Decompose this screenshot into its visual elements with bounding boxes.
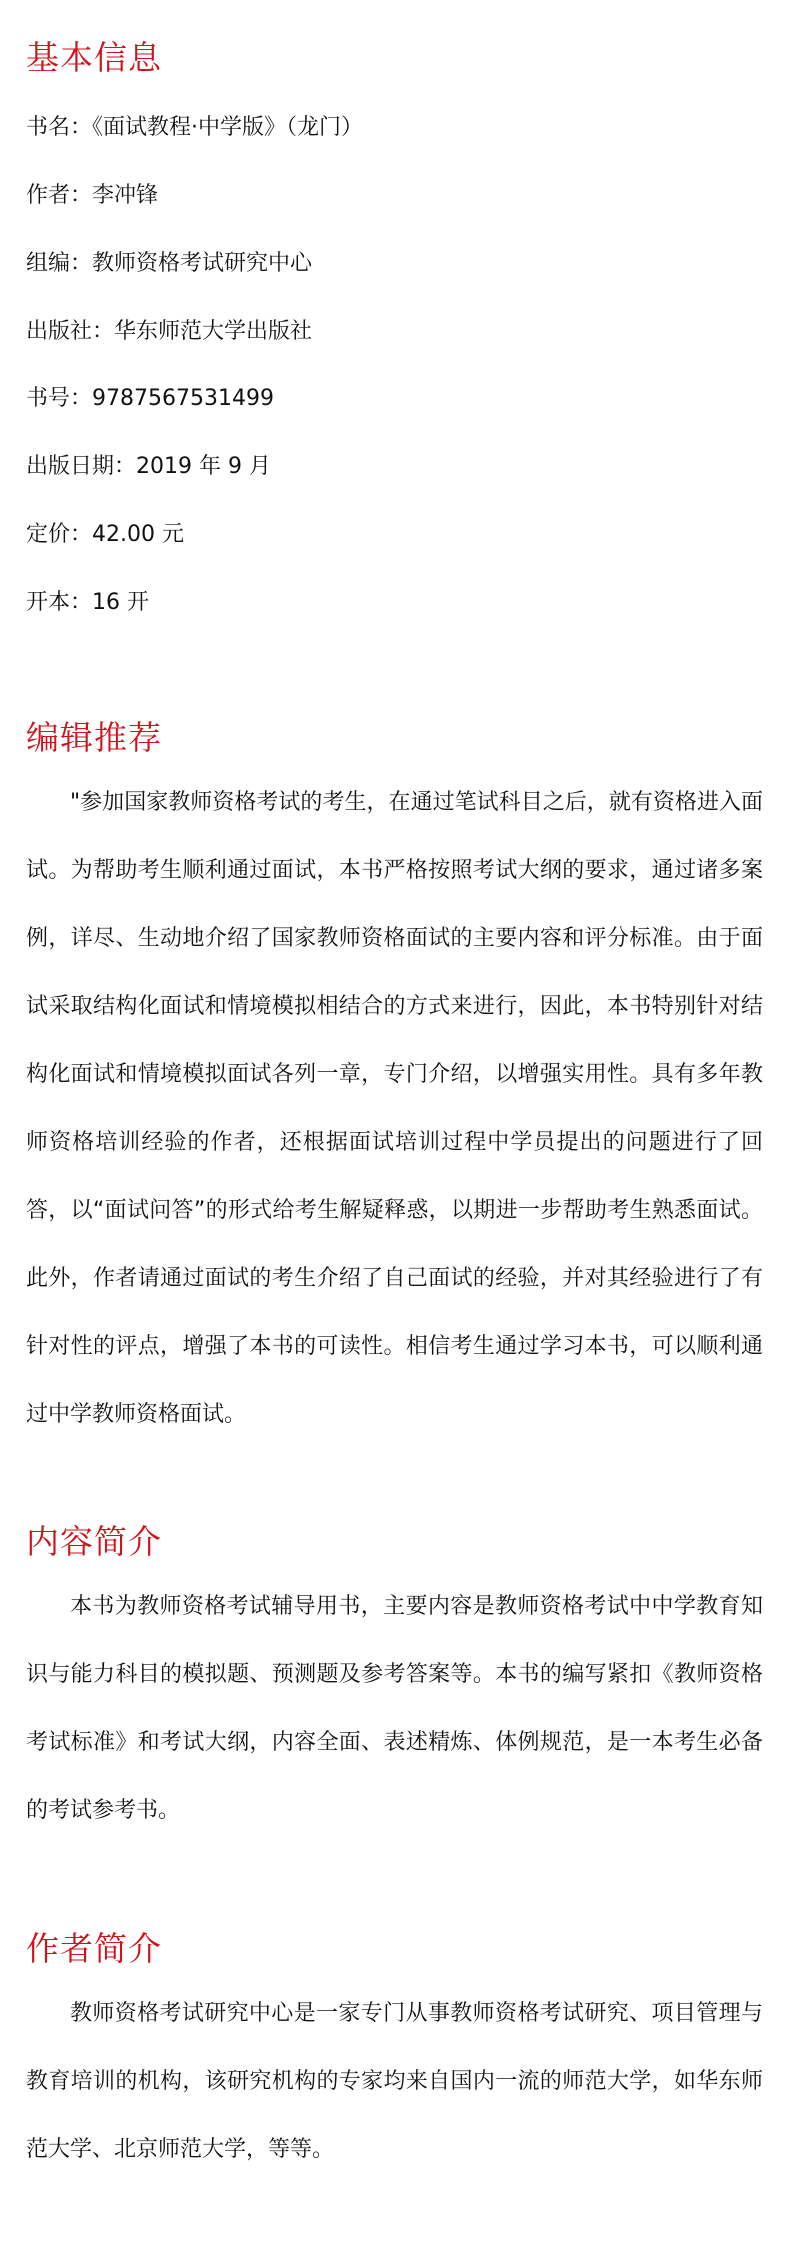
editor-recommendation-heading: 编辑推荐 bbox=[26, 718, 162, 757]
content-summary-heading: 内容简介 bbox=[26, 1522, 162, 1561]
info-line-price: 定价：42.00 元 bbox=[26, 522, 184, 547]
info-line-isbn: 书号：9787567531499 bbox=[26, 386, 274, 411]
info-line-title: 书名：《面试教程·中学版》（龙门） bbox=[26, 115, 363, 140]
info-line-author: 作者：李冲锋 bbox=[26, 183, 159, 208]
basic-info-heading: 基本信息 bbox=[26, 38, 162, 77]
info-line-compiler: 组编：教师资格考试研究中心 bbox=[26, 251, 313, 276]
info-line-format: 开本：16 开 bbox=[26, 590, 149, 615]
info-line-publish-date: 出版日期：2019 年 9 月 bbox=[26, 454, 271, 479]
editor-recommendation-text: "参加国家教师资格考试的考生，在通过笔试科目之后，就有资格进入面试。为帮助考生顺利通过面试，本书严格按照考试大纲的要求，通过诸多案例，详尽、生动地介绍了国家教师资格面试的主要内容和评分标准。由于面试采取结构化面试和情境模拟相结合的方式来进行，因此，本书特别针对结构化面试和情境模拟面试各列一章，专门介绍，以增强实用性。具有多年教师资格培训经验的作者，还根据面试培训过程中学员提出的问题进行了回答，以“面试问答”的形式给考生解疑释惑，以期进一步帮助考生熟悉面试。此外，作者请通过面试的考生介绍了自己面试的经验，并对其经验进行了有针对性的评点，增强了本书的可读性。相信考生通过学习本书，可以顺利通过中学教师资格面试。 bbox=[26, 790, 763, 1427]
author-intro-text: 教师资格考试研究中心是一家专门从事教师资格考试研究、项目管理与教育培训的机构，该研究机构的专家均来自国内一流的师范大学，如华东师范大学、北京师范大学，等等。 bbox=[26, 2001, 763, 2162]
info-line-publisher: 出版社：华东师范大学出版社 bbox=[26, 319, 313, 344]
author-intro-heading: 作者简介 bbox=[26, 1929, 162, 1968]
content-summary-text: 本书为教师资格考试辅导用书，主要内容是教师资格考试中中学教育知识与能力科目的模拟题、预测题及参考答案等。本书的编写紧扣《教师资格考试标准》和考试大纲，内容全面、表述精炼、体例规范，是一本考生必备的考试参考书。 bbox=[26, 1594, 763, 1823]
